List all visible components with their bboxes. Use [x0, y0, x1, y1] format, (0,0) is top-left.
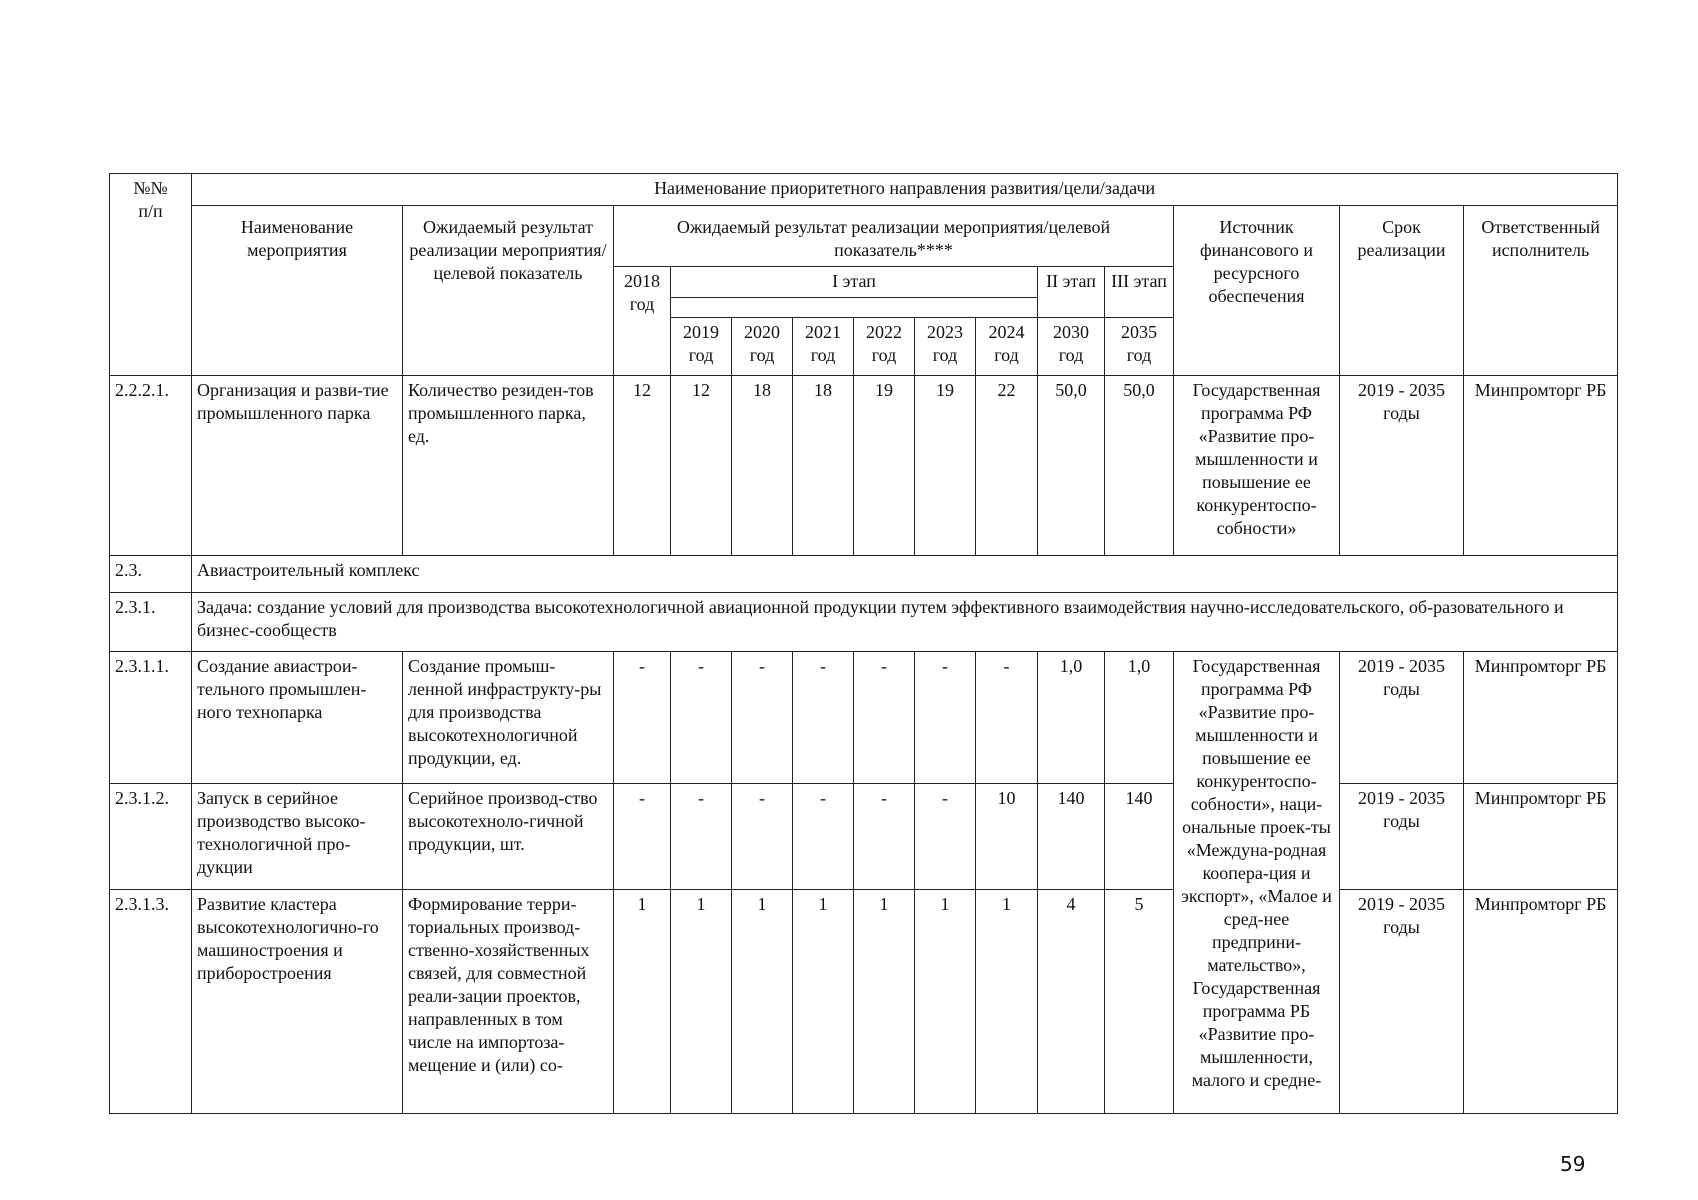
row-value: - [854, 783, 915, 889]
row-value: - [793, 783, 854, 889]
row-value: 1 [915, 890, 976, 1114]
row-result: Количество резиден-тов промышленного парка, ед. [403, 376, 614, 556]
header-year: 2022 год [854, 318, 915, 376]
rows-shared-source: Государственная программа РФ «Развитие про-мышленности и повышение ее конкурентоспо-собности», наци-ональные проек-ты «Междуна-родная коопера-ция и экспорт», «Малое и сред-нее предприни-мательство», Государственная программа РБ «Развитие про-мышленности, малого и средне- [1174, 652, 1340, 1114]
row-value: 19 [854, 376, 915, 556]
row-value: - [732, 652, 793, 784]
row-value: 50,0 [1105, 376, 1174, 556]
row-value: 18 [793, 376, 854, 556]
row-value: 1 [732, 890, 793, 1114]
row-name: Организация и разви-тие промышленного парка [192, 376, 403, 556]
header-stage-1: I этап [671, 266, 1038, 297]
header-year: 2030 год [1038, 318, 1105, 376]
row-value: - [976, 652, 1038, 784]
table-row [110, 376, 1618, 556]
row-value: 18 [732, 376, 793, 556]
row-value: - [671, 783, 732, 889]
row-num: 2.3.1.3. [110, 890, 192, 1114]
row-name: Запуск в серийное производство высоко-технологичной про-дукции [192, 783, 403, 889]
row-value: 1,0 [1105, 652, 1174, 784]
row-value: - [614, 783, 671, 889]
row-value: 4 [1038, 890, 1105, 1114]
section-row [110, 556, 1618, 593]
header-direction: Наименование приоритетного направления развития/цели/задачи [192, 174, 1618, 206]
header-expected-group: Ожидаемый результат реализации мероприятия/целевой показатель**** [614, 205, 1174, 266]
activities-table [109, 173, 1618, 1114]
row-term: 2019 - 2035 годы [1340, 783, 1464, 889]
task-row [110, 592, 1618, 651]
row-num: 2.2.2.1. [110, 376, 192, 556]
row-value: 1,0 [1038, 652, 1105, 784]
row-value: - [732, 783, 793, 889]
task-num: 2.3.1. [110, 592, 192, 651]
header-year: 2035 год [1105, 318, 1174, 376]
header-expected: Ожидаемый результат реализации мероприятия/целевой показатель [403, 205, 614, 376]
header-stage-3: III этап [1105, 266, 1174, 317]
row-value: - [854, 652, 915, 784]
header-stage-1-spacer [671, 297, 1038, 317]
header-year: 2019 год [671, 318, 732, 376]
row-num: 2.3.1.2. [110, 783, 192, 889]
row-term: 2019 - 2035 годы [1340, 890, 1464, 1114]
row-name: Создание авиастрои-тельного промышлен-ного технопарка [192, 652, 403, 784]
row-value: 1 [614, 890, 671, 1114]
row-value: - [915, 783, 976, 889]
row-value: - [671, 652, 732, 784]
row-responsible: Минпромторг РБ [1464, 890, 1618, 1114]
row-value: 140 [1038, 783, 1105, 889]
row-value: 12 [671, 376, 732, 556]
row-value: 22 [976, 376, 1038, 556]
header-year: 2021 год [793, 318, 854, 376]
header-term: Срок реализации [1340, 205, 1464, 376]
row-value: 1 [854, 890, 915, 1114]
row-value: 140 [1105, 783, 1174, 889]
header-name: Наименование мероприятия [192, 205, 403, 376]
header-num: №№ п/п [110, 174, 192, 376]
row-responsible: Минпромторг РБ [1464, 783, 1618, 889]
row-value: - [614, 652, 671, 784]
header-year: 2020 год [732, 318, 793, 376]
header-source: Источник финансового и ресурсного обеспечения [1174, 205, 1340, 376]
row-result: Серийное производ-ство высокотехноло-гичной продукции, шт. [403, 783, 614, 889]
row-value: 5 [1105, 890, 1174, 1114]
row-value: - [915, 652, 976, 784]
header-responsible: Ответственный исполнитель [1464, 205, 1618, 376]
row-value: 12 [614, 376, 671, 556]
row-source: Государственная программа РФ «Развитие про-мышленности и повышение ее конкурентоспо-собности» [1174, 376, 1340, 556]
row-responsible: Минпромторг РБ [1464, 652, 1618, 784]
table-row [110, 783, 1618, 889]
row-value: - [793, 652, 854, 784]
row-result: Создание промыш-ленной инфраструкту-ры для производства высокотехнологичной продукции, ед. [403, 652, 614, 784]
row-value: 1 [976, 890, 1038, 1114]
header-year-2018: 2018 год [614, 266, 671, 375]
table-row [110, 890, 1618, 1114]
row-value: 1 [793, 890, 854, 1114]
header-year: 2023 год [915, 318, 976, 376]
row-responsible: Минпромторг РБ [1464, 376, 1618, 556]
task-text: Задача: создание условий для производства высокотехнологичной авиационной продукции путем эффективного взаимодействия научно-исследовательского, об-разовательного и бизнес-сообществ [192, 592, 1618, 651]
row-value: 10 [976, 783, 1038, 889]
page-number: 59 [1560, 1152, 1586, 1176]
row-value: 19 [915, 376, 976, 556]
section-num: 2.3. [110, 556, 192, 593]
row-term: 2019 - 2035 годы [1340, 376, 1464, 556]
row-value: 50,0 [1038, 376, 1105, 556]
row-term: 2019 - 2035 годы [1340, 652, 1464, 784]
header-stage-2: II этап [1038, 266, 1105, 317]
header-year: 2024 год [976, 318, 1038, 376]
row-name: Развитие кластера высокотехнологично-го машиностроения и приборостроения [192, 890, 403, 1114]
row-result: Формирование терри-ториальных производ-ственно-хозяйственных связей, для совместной реали-зации проектов, направленных в том числе на импортоза-мещение и (или) со- [403, 890, 614, 1114]
row-value: 1 [671, 890, 732, 1114]
table-row [110, 652, 1618, 784]
section-title: Авиастроительный комплекс [192, 556, 1618, 593]
row-num: 2.3.1.1. [110, 652, 192, 784]
